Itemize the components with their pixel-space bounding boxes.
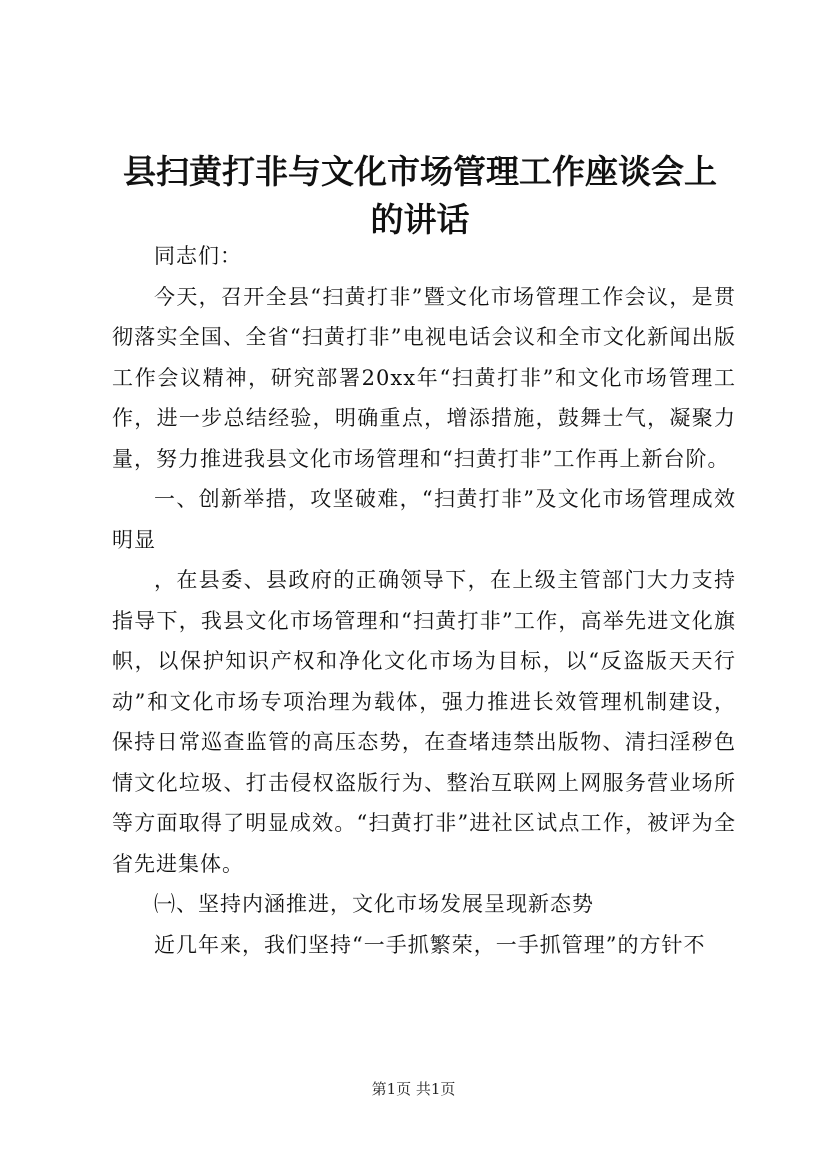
page-footer — [0, 1078, 827, 1099]
document-body — [112, 236, 736, 965]
salutation-paragraph: 同志们： — [154, 244, 242, 268]
intro-paragraph: 今天，召开全县“扫黄打非”暨文化市场管理工作会议，是贯彻落实全国、全省“扫黄打非”电视电话会议和全市文化新闻出版工作会议精神，研究部署20xx年“扫黄打非”和文化市场管理工作，进一步总结经验，明确重点，增添措施，鼓舞士气，凝聚力量，努力推进我县文化市场管理和“扫黄打非”工作再上新台阶。 — [112, 284, 736, 471]
section-heading-1: 一、创新举措，攻坚破难，“扫黄打非”及文化市场管理成效明显 — [112, 487, 736, 552]
section-body-paragraph: ，在县委、县政府的正确领导下，在上级主管部门大力支持指导下，我县文化市场管理和“扫黄打非”工作，高举先进文化旗帜，以保护知识产权和净化文化市场为目标，以“反盗版天天行动”和文化市场专项治理为载体，强力推进长效管理机制建设，保持日常巡查监管的高压态势，在查堵违禁出版物、清扫淫秽色情文化垃圾、打击侵权盗版行为、整治互联网上网服务营业场所等方面取得了明显成效。“扫黄打非”进社区试点工作，被评为全省先进集体。 — [112, 568, 736, 876]
page-number-text: 第1页 共1页 — [371, 1080, 456, 1098]
subsection-heading-1: ㈠、坚持内涵推进，文化市场发展呈现新态势 — [154, 892, 594, 916]
subsection-body-paragraph: 近几年来，我们坚持“一手抓繁荣，一手抓管理”的方针不 — [154, 932, 706, 957]
document-title: 县扫黄打非与文化市场管理工作座谈会上的讲话 — [123, 152, 717, 239]
